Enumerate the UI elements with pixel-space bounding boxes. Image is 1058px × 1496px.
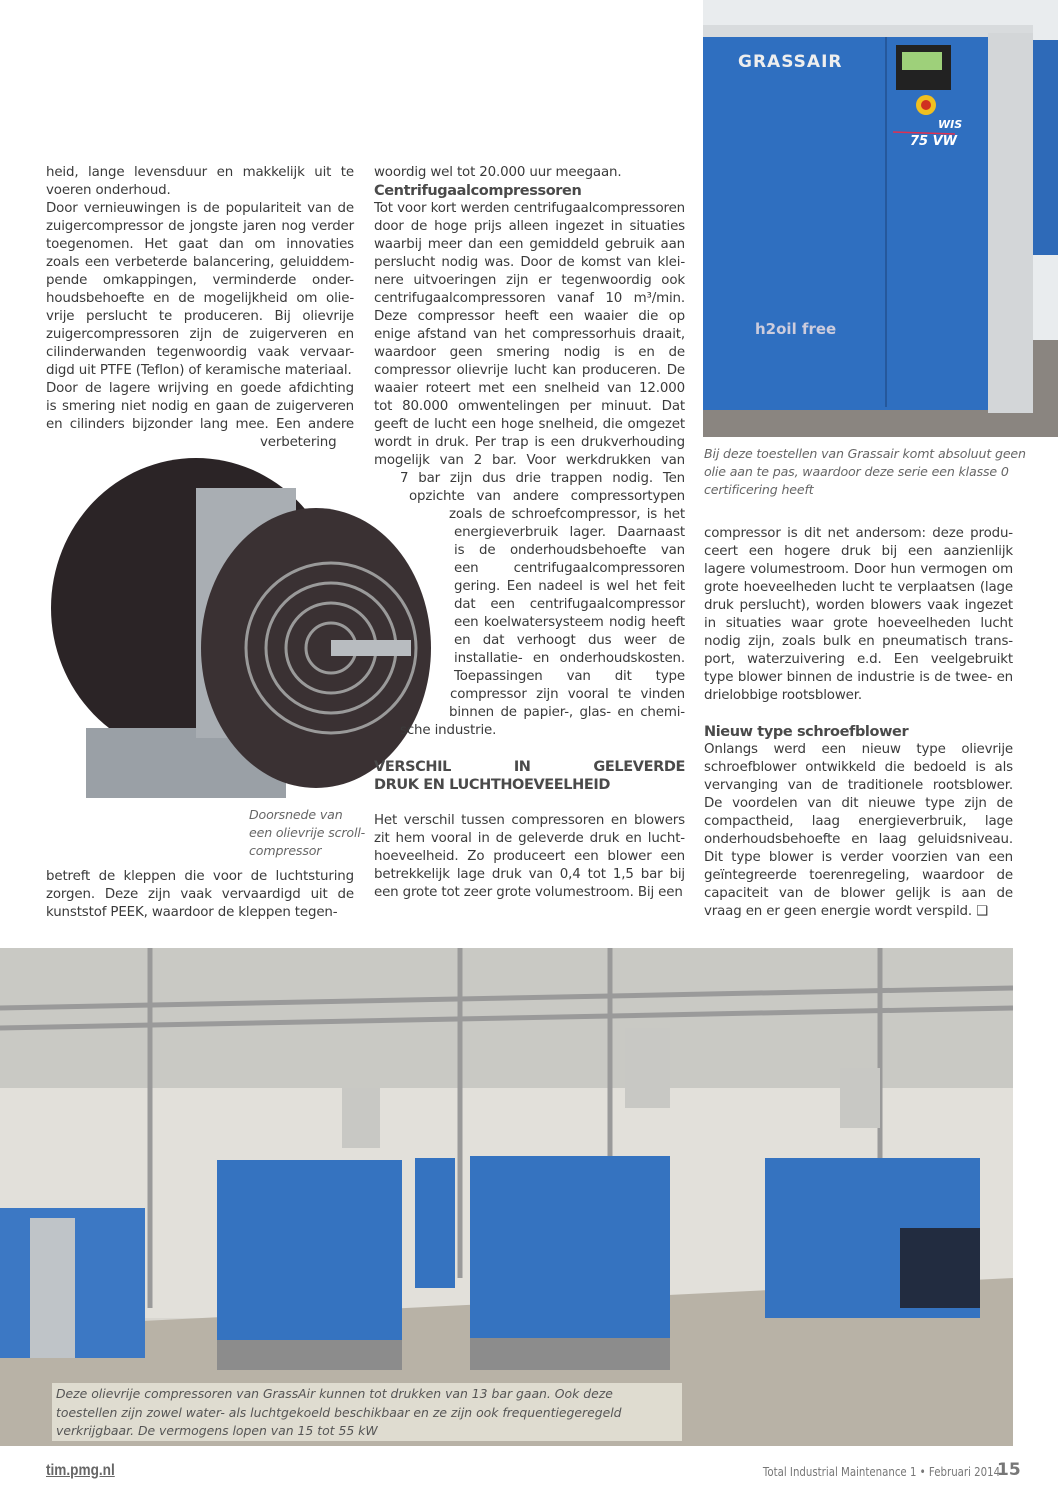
- text-line: Bij deze toestellen van Grassair komt absoluut geen: [704, 446, 1026, 461]
- page-number: 15: [997, 1460, 1021, 1480]
- text-line: zoals een verbeterde balancering, geluiddem-: [46, 255, 354, 270]
- grassair-compressor-photo: [703, 0, 1058, 437]
- text-line: sche industrie.: [400, 723, 497, 738]
- text-line: 7 bar zijn dus drie trappen nodig. Ten: [400, 471, 685, 486]
- column-3: [704, 525, 1013, 921]
- model-label-1: WIS: [938, 118, 963, 131]
- text-line: Toepassingen van dit type: [454, 669, 685, 684]
- text-line: certificering heeft: [704, 482, 814, 497]
- text-line: mogelijk van 2 bar. Voor werkdrukken van: [374, 453, 685, 468]
- text-line: zorgen. Deze zijn vaak vervaardigd uit de: [46, 887, 354, 902]
- paragraph: [46, 164, 354, 200]
- section-heading: [704, 723, 1013, 741]
- text-line: zuigercompressoren zijn de zuigerveren en: [46, 327, 354, 342]
- text-line: energieverbruik lager. Daarnaast: [454, 525, 685, 540]
- text-line: perslucht nodig was. Door de komst van klei-: [374, 255, 685, 270]
- text-line: en cilinders bijzonder lang mee. Een andere: [46, 417, 354, 432]
- paragraph: [46, 380, 354, 452]
- publication-info: Total Industrial Maintenance 1 • Februari 2014: [762, 1465, 1000, 1479]
- text-line: een olievrije scroll-: [249, 825, 366, 840]
- text-line: een koelwatersysteem nodig heeft: [454, 615, 685, 630]
- text-line: verbetering: [260, 435, 337, 450]
- text-line: Door vernieuwingen is de populariteit van de: [46, 201, 354, 216]
- paragraph: [374, 164, 685, 182]
- text-line: tot 80.000 omwentelingen per minuut. Dat: [374, 399, 685, 414]
- text-line: olie aan te pas, waardoor deze serie een klasse 0: [704, 464, 1009, 479]
- text-line: heid, lange levensduur en makkelijk uit te: [46, 165, 354, 180]
- brand-logo: GRASSAIR: [738, 52, 843, 72]
- paragraph: [704, 741, 1013, 921]
- text-line: grote hoeveelheden lucht te verplaatsen (lage: [704, 580, 1013, 595]
- text-line: compressor is dit net andersom: deze produ-: [704, 526, 1013, 541]
- text-line: nodig zijn, zoals bulk en pneumatisch trans-: [704, 634, 1013, 649]
- text-line: schroefblower ontwikkeld die bedoeld is als: [704, 760, 1013, 775]
- text-line: VERSCHIL IN GELEVERDE: [374, 759, 685, 775]
- compressor-room-graphic: [0, 948, 1013, 1446]
- paragraph: [46, 200, 354, 380]
- text-line: is smering niet nodig en gaan de zuigerveren: [46, 399, 354, 414]
- text-line: woordig wel tot 20.000 uur meegaan.: [374, 165, 622, 180]
- spacer: [374, 794, 685, 812]
- grassair-photo-caption: [704, 444, 1024, 498]
- text-line: type blower binnen de industrie is de twee- en: [704, 670, 1013, 685]
- text-line: pende omkappingen, verminderde onder-: [46, 273, 354, 288]
- text-line: Centrifugaalcompressoren: [374, 183, 582, 199]
- text-line: cilinderwanden tegenwoordig vaak vervaar-: [46, 345, 354, 360]
- text-line: geïntegreerde toerenregeling, waardoor de: [704, 868, 1013, 883]
- text-line: Tot voor kort werden centrifugaalcompressoren: [374, 201, 685, 216]
- section-heading: [374, 182, 685, 200]
- text-line: geeft de lucht een hoge snelheid, die omgezet: [374, 417, 685, 432]
- text-line: De voordelen van dit nieuwe type zijn de: [704, 796, 1013, 811]
- text-line: houdsbehoefte en de mogelijkheid om olie-: [46, 291, 354, 306]
- text-line: toegenomen. Het gaat dan om innovaties: [46, 237, 354, 252]
- text-line: door de hoge prijs alleen ingezet in situaties: [374, 219, 685, 234]
- text-line: waarbij meer dan een gemiddeld gebruik aan: [374, 237, 685, 252]
- text-line: opzichte van andere compressortypen: [409, 489, 685, 504]
- text-line: een grote tot zeer grote volumestroom. Bij een: [374, 885, 683, 900]
- text-line: nere uitvoeringen zijn er tegenwoordig ook: [374, 273, 685, 288]
- text-line: Doorsnede van: [249, 807, 343, 822]
- text-line: Onlangs werd een nieuw type olievrije: [704, 742, 1013, 757]
- text-line: is de onderhoudsbehoefte van: [454, 543, 685, 558]
- spacer: [704, 705, 1013, 723]
- text-line: betreft de kleppen die voor de luchtsturing: [46, 869, 354, 884]
- text-line: en dat verhoogt dus weer de: [454, 633, 685, 648]
- scroll-compressor-caption: [249, 806, 369, 860]
- text-line: lagere volumestroom. Door hun vermogen om: [704, 562, 1013, 577]
- text-line: in situaties waar grote hoeveelheden lucht: [704, 616, 1013, 631]
- text-line: ceert een hogere druk bij een aanzienlijk: [704, 544, 1013, 559]
- text-line: Deze compressor heeft een waaier die op: [374, 309, 685, 324]
- text-line: installatie- en onderhoudskosten.: [454, 651, 685, 666]
- text-line: digd uit PTFE (Teflon) of keramische materiaal.: [46, 363, 352, 378]
- section-heading: [374, 758, 685, 794]
- paragraph: [704, 525, 1013, 705]
- compressor-room-caption: Deze olievrije compressoren van GrassAir kunnen tot drukken van 13 bar gaan. Ook deze toestellen zijn zowel water- als luchtgekoeld beschikbaar en ze zijn ook frequentiegeregeld verkrijgbaar. De vermogens lopen van 15 tot 55 kW: [52, 1383, 682, 1441]
- text-line: voeren onderhoud.: [46, 183, 171, 198]
- text-line: waardoor geen smering nodig is en de: [374, 345, 685, 360]
- text-line: druk perslucht), worden blowers vaak ingezet: [704, 598, 1013, 613]
- text-line: wordt in druk. Per trap is een drukverhouding: [374, 435, 685, 450]
- paragraph: [374, 200, 685, 740]
- model-label-2: 75 VW: [910, 134, 958, 149]
- text-line: hoeveelheid. Zo produceert een blower een: [374, 849, 685, 864]
- compressor-room-photo: [0, 948, 1013, 1446]
- text-line: zit hem vooral in de geleverde druk en lucht-: [374, 831, 685, 846]
- text-line: compactheid, laag energieverbruik, lage: [704, 814, 1013, 829]
- text-line: compressor: [249, 843, 322, 858]
- text-line: gering. Een nadeel is wel het feit: [454, 579, 685, 594]
- column-1-continued: [46, 868, 354, 922]
- paragraph: [374, 812, 685, 902]
- text-line: vraag en er geen energie wordt verspild. ❑: [704, 904, 988, 919]
- column-2: [374, 164, 685, 902]
- text-line: vervanging van de traditionele rootsblower.: [704, 778, 1013, 793]
- text-line: compressor zijn vooral te vinden: [450, 687, 685, 702]
- text-line: Dit type blower is verder voorzien van een: [704, 850, 1013, 865]
- spacer: [374, 740, 685, 758]
- text-line: vrije perslucht te produceren. Bij olievrije: [46, 309, 354, 324]
- text-line: enige afstand van het compressorhuis draait,: [374, 327, 685, 342]
- text-line: capaciteit van de blower gelijk is aan de: [704, 886, 1013, 901]
- text-line: waaier roteert met een snelheid van 12.000: [374, 381, 685, 396]
- website-link[interactable]: tim.pmg.nl: [46, 1462, 115, 1479]
- text-line: zoals de schroefcompressor, is het: [449, 507, 685, 522]
- text-line: kunststof PEEK, waardoor de kleppen tegen-: [46, 905, 338, 920]
- oil-free-badge: h2oil free: [755, 320, 837, 338]
- text-line: DRUK EN LUCHTHOEVEELHEID: [374, 777, 611, 793]
- text-line: compressor olievrije lucht kan produceren. De: [374, 363, 685, 378]
- text-line: Het verschil tussen compressoren en blowers: [374, 813, 685, 828]
- text-line: betrekkelijk lage druk van 0,4 tot 1,5 bar bij: [374, 867, 685, 882]
- text-line: Nieuw type schroefblower: [704, 724, 909, 740]
- column-1: [46, 164, 354, 452]
- text-line: Door de lagere wrijving en goede afdichting: [46, 381, 354, 396]
- text-line: port, waterzuivering e.d. Een veelgebruikt: [704, 652, 1013, 667]
- text-line: binnen de papier-, glas- en chemi-: [449, 705, 685, 720]
- text-line: dat een centrifugaalcompressor: [454, 597, 685, 612]
- text-line: onderhoudsbehoefte en laag geluidsniveau.: [704, 832, 1013, 847]
- text-line: een centrifugaalcompressoren: [454, 561, 685, 576]
- text-line: centrifugaalcompressoren vanaf 10 m³/min.: [374, 291, 685, 306]
- text-line: drielobbige rootsblower.: [704, 688, 862, 703]
- text-line: zuigercompressor de jongste jaren nog verder: [46, 219, 354, 234]
